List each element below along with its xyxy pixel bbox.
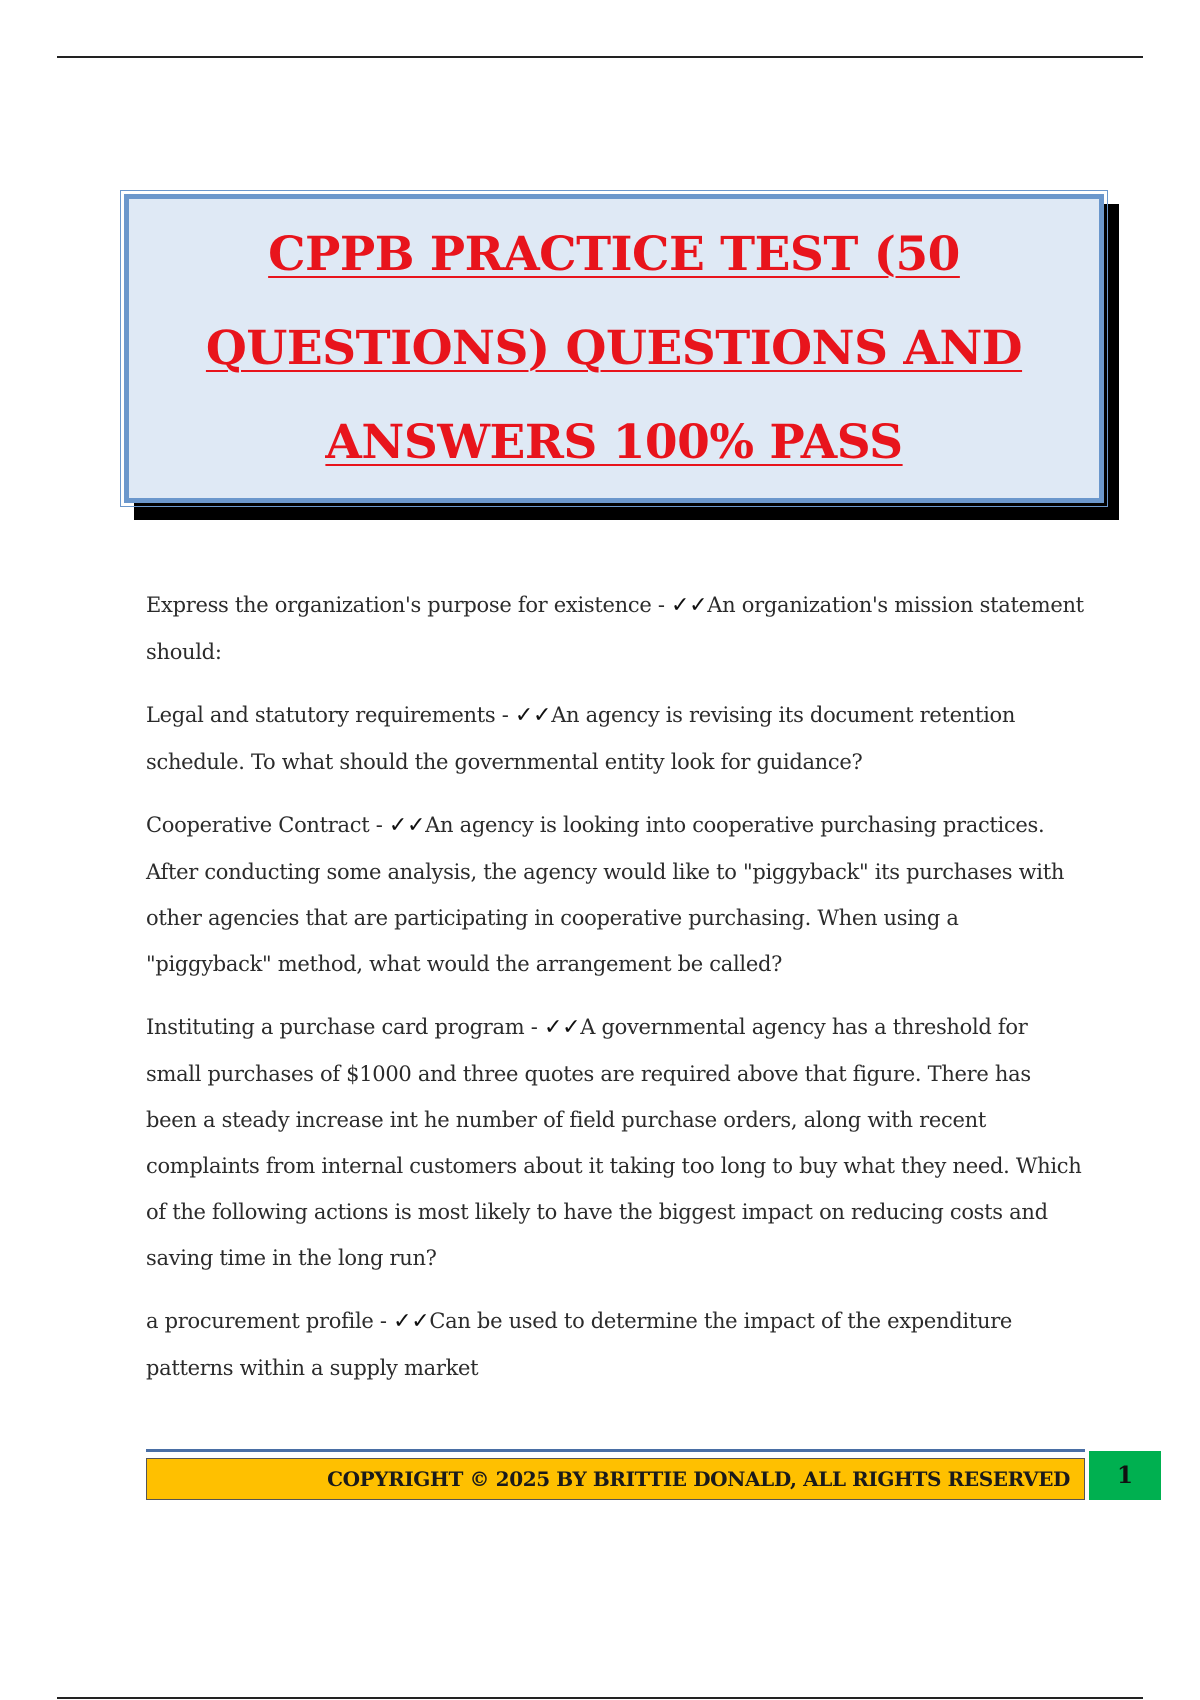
qa-answer: Express the organization's purpose for existence -: [146, 593, 671, 617]
title-line-2: QUESTIONS) QUESTIONS AND: [205, 320, 1023, 376]
double-check-icon: ✓✓: [671, 593, 708, 618]
qa-question: Can be used to determine the impact of the expenditure patterns within a supply market: [146, 1309, 1013, 1380]
qa-item: [146, 1004, 1086, 1281]
title-line-1: CPPB PRACTICE TEST (50: [268, 226, 960, 282]
double-check-icon: ✓✓: [543, 1015, 581, 1040]
top-rule: [57, 56, 1143, 58]
page-number-badge: [1089, 1451, 1161, 1500]
qa-list: [146, 582, 1086, 1408]
double-check-icon: ✓✓: [388, 813, 426, 838]
double-check-icon: ✓✓: [393, 1309, 430, 1334]
title-line-3: ANSWERS 100% PASS: [325, 414, 903, 470]
bottom-rule: [57, 1697, 1143, 1699]
qa-item: [146, 692, 1086, 785]
qa-question: An agency is looking into cooperative purchasing practices. After conducting some analysis, the agency would like to "piggyback" its purchases with other agencies that are participating in cooperative purchasing. When using a "piggyback" method, what would the arrangement be called?: [146, 813, 1065, 976]
qa-item: [146, 802, 1086, 987]
qa-item: [146, 582, 1086, 675]
qa-question: A governmental agency has a threshold for small purchases of $1000 and three quotes are required above that figure. There has been a steady increase int he number of field purchase orders, along with recent complaints from internal customers about it taking too long to buy what they need. Which of the following actions is most likely to have the biggest impact on reducing costs and saving time in the long run?: [146, 1015, 1082, 1270]
title-box: [124, 194, 1104, 503]
copyright-text: COPYRIGHT © 2025 BY BRITTIE DONALD, ALL RIGHTS RESERVED: [327, 1467, 1070, 1491]
double-check-icon: ✓✓: [514, 703, 552, 728]
page-number: 1: [1116, 1462, 1133, 1489]
qa-answer: Cooperative Contract -: [146, 813, 389, 837]
footer-rule: [146, 1449, 1085, 1452]
qa-answer: Instituting a purchase card program -: [146, 1015, 544, 1039]
qa-answer: a procurement profile -: [146, 1309, 394, 1333]
qa-answer: Legal and statutory requirements -: [146, 703, 515, 727]
footer-band: [146, 1458, 1085, 1500]
qa-item: [146, 1298, 1086, 1391]
qa-question: An agency is revising its document retention schedule. To what should the governmental entity look for guidance?: [146, 703, 1016, 774]
qa-question: An organization's mission statement should:: [146, 593, 1084, 664]
